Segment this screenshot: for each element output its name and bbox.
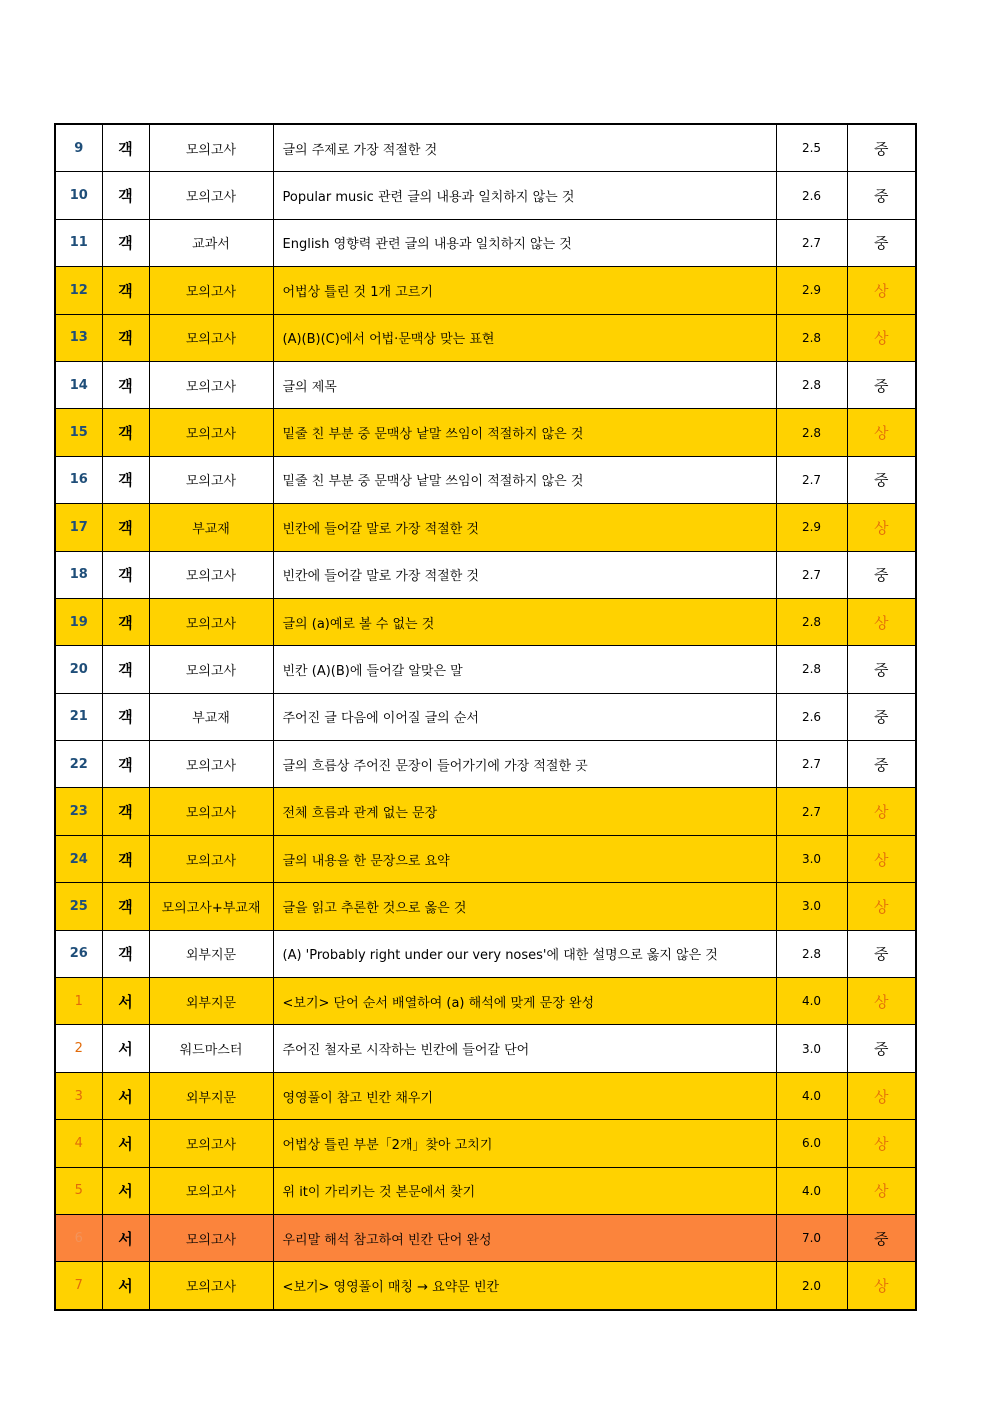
- question-score: 4.0: [776, 1167, 847, 1214]
- question-number: 19: [55, 598, 102, 645]
- question-number: 26: [55, 930, 102, 977]
- table-row: [55, 741, 916, 788]
- table-row: [55, 219, 916, 266]
- question-type: 객: [102, 504, 149, 551]
- question-source: 외부지문: [149, 978, 273, 1025]
- table-row: [55, 172, 916, 219]
- question-difficulty: 중: [847, 124, 916, 172]
- question-source: 부교재: [149, 504, 273, 551]
- question-number: 4: [55, 1120, 102, 1167]
- question-number: 14: [55, 361, 102, 408]
- question-score: 6.0: [776, 1120, 847, 1167]
- question-type: 객: [102, 219, 149, 266]
- question-source: 모의고사+부교재: [149, 883, 273, 930]
- question-score: 2.9: [776, 504, 847, 551]
- table-row: [55, 1262, 916, 1310]
- table-row: [55, 409, 916, 456]
- question-score: 2.7: [776, 788, 847, 835]
- question-difficulty: 상: [847, 1072, 916, 1119]
- question-difficulty: 중: [847, 646, 916, 693]
- question-type: 객: [102, 551, 149, 598]
- question-score: 7.0: [776, 1214, 847, 1261]
- question-score: 2.7: [776, 551, 847, 598]
- question-type: 객: [102, 361, 149, 408]
- question-source: 모의고사: [149, 361, 273, 408]
- question-description: 밑줄 친 부분 중 문맥상 낱말 쓰임이 적절하지 않은 것: [273, 409, 776, 456]
- table-row: [55, 361, 916, 408]
- question-source: 모의고사: [149, 1120, 273, 1167]
- question-number: 25: [55, 883, 102, 930]
- question-description: 글의 (a)예로 볼 수 없는 것: [273, 598, 776, 645]
- question-number: 6: [55, 1214, 102, 1261]
- question-score: 2.0: [776, 1262, 847, 1310]
- table-row: [55, 551, 916, 598]
- table-row: [55, 314, 916, 361]
- question-description: 밑줄 친 부분 중 문맥상 낱말 쓰임이 적절하지 않은 것: [273, 456, 776, 503]
- question-type: 객: [102, 693, 149, 740]
- table-row: [55, 788, 916, 835]
- question-score: 2.7: [776, 741, 847, 788]
- question-difficulty: 중: [847, 741, 916, 788]
- question-score: 2.8: [776, 598, 847, 645]
- exam-analysis-table: [54, 123, 917, 1311]
- question-type: 서: [102, 1072, 149, 1119]
- table-row: [55, 1120, 916, 1167]
- question-description: 글을 읽고 추론한 것으로 옳은 것: [273, 883, 776, 930]
- question-description: 주어진 철자로 시작하는 빈칸에 들어갈 단어: [273, 1025, 776, 1072]
- question-score: 2.6: [776, 172, 847, 219]
- question-difficulty: 상: [847, 978, 916, 1025]
- question-description: 어법상 틀린 것 1개 고르기: [273, 267, 776, 314]
- question-number: 2: [55, 1025, 102, 1072]
- question-source: 외부지문: [149, 1072, 273, 1119]
- question-description: 주어진 글 다음에 이어질 글의 순서: [273, 693, 776, 740]
- question-difficulty: 상: [847, 883, 916, 930]
- question-number: 15: [55, 409, 102, 456]
- question-description: (A)(B)(C)에서 어법·문맥상 맞는 표현: [273, 314, 776, 361]
- question-type: 객: [102, 835, 149, 882]
- question-type: 객: [102, 741, 149, 788]
- question-type: 객: [102, 456, 149, 503]
- table-row: [55, 267, 916, 314]
- question-score: 3.0: [776, 883, 847, 930]
- question-difficulty: 상: [847, 788, 916, 835]
- question-score: 2.8: [776, 314, 847, 361]
- question-difficulty: 중: [847, 361, 916, 408]
- table-row: [55, 124, 916, 172]
- question-description: 빈칸 (A)(B)에 들어갈 알맞은 말: [273, 646, 776, 693]
- question-score: 2.9: [776, 267, 847, 314]
- question-description: 빈칸에 들어갈 말로 가장 적절한 것: [273, 504, 776, 551]
- table-row: [55, 1167, 916, 1214]
- question-description: 글의 내용을 한 문장으로 요약: [273, 835, 776, 882]
- question-type: 서: [102, 1262, 149, 1310]
- table-row: [55, 646, 916, 693]
- question-description: 우리말 해석 참고하여 빈칸 단어 완성: [273, 1214, 776, 1261]
- question-difficulty: 상: [847, 1120, 916, 1167]
- question-number: 17: [55, 504, 102, 551]
- question-difficulty: 중: [847, 551, 916, 598]
- question-type: 객: [102, 930, 149, 977]
- question-score: 2.7: [776, 456, 847, 503]
- table-row: [55, 930, 916, 977]
- question-score: 2.6: [776, 693, 847, 740]
- question-source: 모의고사: [149, 314, 273, 361]
- question-description: <보기> 단어 순서 배열하여 (a) 해석에 맞게 문장 완성: [273, 978, 776, 1025]
- question-score: 2.8: [776, 409, 847, 456]
- question-difficulty: 상: [847, 598, 916, 645]
- question-source: 모의고사: [149, 788, 273, 835]
- question-type: 객: [102, 788, 149, 835]
- table-row: [55, 1025, 916, 1072]
- question-difficulty: 중: [847, 456, 916, 503]
- question-number: 11: [55, 219, 102, 266]
- question-number: 5: [55, 1167, 102, 1214]
- question-description: (A) 'Probably right under our very noses'에 대한 설명으로 옳지 않은 것: [273, 930, 776, 977]
- question-source: 모의고사: [149, 1214, 273, 1261]
- question-type: 객: [102, 267, 149, 314]
- question-type: 객: [102, 598, 149, 645]
- question-score: 2.8: [776, 361, 847, 408]
- question-source: 모의고사: [149, 551, 273, 598]
- question-source: 모의고사: [149, 456, 273, 503]
- question-description: Popular music 관련 글의 내용과 일치하지 않는 것: [273, 172, 776, 219]
- question-difficulty: 중: [847, 1025, 916, 1072]
- question-number: 18: [55, 551, 102, 598]
- question-source: 모의고사: [149, 598, 273, 645]
- table-row: [55, 693, 916, 740]
- question-description: 위 it이 가리키는 것 본문에서 찾기: [273, 1167, 776, 1214]
- question-score: 3.0: [776, 1025, 847, 1072]
- question-number: 9: [55, 124, 102, 172]
- question-type: 서: [102, 1120, 149, 1167]
- question-type: 서: [102, 1025, 149, 1072]
- question-type: 객: [102, 124, 149, 172]
- question-number: 23: [55, 788, 102, 835]
- question-type: 객: [102, 409, 149, 456]
- question-description: 전체 흐름과 관계 없는 문장: [273, 788, 776, 835]
- question-description: 글의 흐름상 주어진 문장이 들어가기에 가장 적절한 곳: [273, 741, 776, 788]
- question-type: 서: [102, 1214, 149, 1261]
- question-description: English 영향력 관련 글의 내용과 일치하지 않는 것: [273, 219, 776, 266]
- table-row: [55, 1072, 916, 1119]
- question-source: 모의고사: [149, 409, 273, 456]
- question-source: 모의고사: [149, 267, 273, 314]
- question-difficulty: 상: [847, 835, 916, 882]
- question-number: 22: [55, 741, 102, 788]
- table-row: [55, 1214, 916, 1261]
- question-difficulty: 상: [847, 1262, 916, 1310]
- question-number: 20: [55, 646, 102, 693]
- question-score: 2.5: [776, 124, 847, 172]
- question-source: 교과서: [149, 219, 273, 266]
- question-number: 21: [55, 693, 102, 740]
- question-difficulty: 중: [847, 219, 916, 266]
- question-source: 모의고사: [149, 741, 273, 788]
- question-difficulty: 중: [847, 930, 916, 977]
- question-number: 13: [55, 314, 102, 361]
- question-score: 2.7: [776, 219, 847, 266]
- question-number: 7: [55, 1262, 102, 1310]
- question-description: 글의 주제로 가장 적절한 것: [273, 124, 776, 172]
- question-description: <보기> 영영풀이 매칭 → 요약문 빈칸: [273, 1262, 776, 1310]
- question-difficulty: 상: [847, 409, 916, 456]
- table-row: [55, 835, 916, 882]
- question-source: 부교재: [149, 693, 273, 740]
- question-difficulty: 중: [847, 172, 916, 219]
- question-source: 모의고사: [149, 124, 273, 172]
- question-description: 글의 제목: [273, 361, 776, 408]
- question-description: 영영풀이 참고 빈칸 채우기: [273, 1072, 776, 1119]
- question-description: 어법상 틀린 부분「2개」찾아 고치기: [273, 1120, 776, 1167]
- table-row: [55, 456, 916, 503]
- table-row: [55, 598, 916, 645]
- question-type: 객: [102, 172, 149, 219]
- question-difficulty: 중: [847, 693, 916, 740]
- question-score: 4.0: [776, 1072, 847, 1119]
- table-row: [55, 504, 916, 551]
- question-number: 10: [55, 172, 102, 219]
- question-description: 빈칸에 들어갈 말로 가장 적절한 것: [273, 551, 776, 598]
- question-difficulty: 상: [847, 267, 916, 314]
- question-number: 24: [55, 835, 102, 882]
- question-difficulty: 상: [847, 314, 916, 361]
- question-source: 모의고사: [149, 1167, 273, 1214]
- question-source: 모의고사: [149, 172, 273, 219]
- question-score: 2.8: [776, 930, 847, 977]
- question-difficulty: 상: [847, 1167, 916, 1214]
- table-row: [55, 883, 916, 930]
- question-difficulty: 중: [847, 1214, 916, 1261]
- question-type: 객: [102, 646, 149, 693]
- question-type: 서: [102, 978, 149, 1025]
- question-number: 12: [55, 267, 102, 314]
- question-type: 객: [102, 883, 149, 930]
- question-number: 3: [55, 1072, 102, 1119]
- question-score: 3.0: [776, 835, 847, 882]
- question-number: 16: [55, 456, 102, 503]
- exam-analysis-table-container: [54, 123, 915, 1311]
- question-type: 서: [102, 1167, 149, 1214]
- question-score: 2.8: [776, 646, 847, 693]
- question-score: 4.0: [776, 978, 847, 1025]
- question-type: 객: [102, 314, 149, 361]
- question-source: 모의고사: [149, 835, 273, 882]
- question-difficulty: 상: [847, 504, 916, 551]
- question-source: 외부지문: [149, 930, 273, 977]
- question-source: 모의고사: [149, 646, 273, 693]
- question-source: 모의고사: [149, 1262, 273, 1310]
- question-number: 1: [55, 978, 102, 1025]
- table-body: [55, 124, 916, 1310]
- question-source: 워드마스터: [149, 1025, 273, 1072]
- table-row: [55, 978, 916, 1025]
